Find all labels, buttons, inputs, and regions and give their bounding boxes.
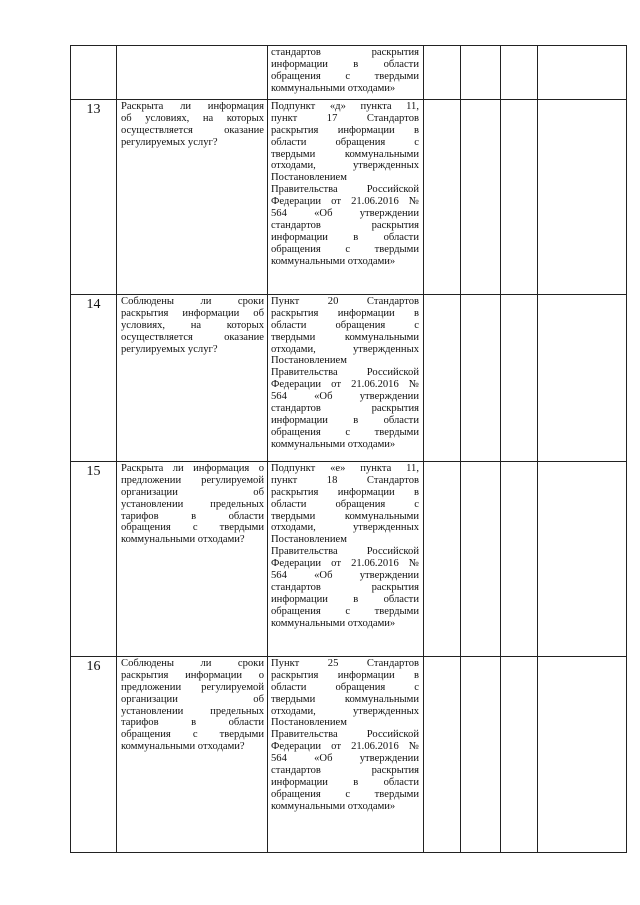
reference-line: стандартов раскрытия [271,219,419,231]
reference-line: раскрытия информации в [271,124,419,136]
question-line: условиях, на которых [121,319,264,331]
reference-line: коммунальными отходами» [271,82,396,94]
reference-line: твердыми коммунальными [271,693,419,705]
reference-line: твердыми коммунальными [271,331,419,343]
reference-line: Пункт 20 Стандартов [271,296,419,307]
reference-line: 564 «Об утверждении [271,208,419,220]
question-line: тарифов в области [121,717,264,729]
table-row [71,46,627,100]
reference-line: твердыми коммунальными [271,510,419,522]
question-line: коммунальными отходами? [121,534,245,546]
question-line: регулируемых услуг? [121,343,218,355]
question-line: предложении регулируемой [121,681,264,693]
reference-line: обращения с твердыми [271,426,419,438]
reference-line: Федерации от 21.06.2016 № [271,558,419,570]
answer-yes-cell [424,462,461,657]
reference-line: информации в области [271,231,419,243]
answer-yes-cell [424,657,461,853]
reference-line: стандартов раскрытия [271,765,419,777]
reference-line: информации в области [271,593,419,605]
question-line: организации об [121,486,264,498]
answer-yes-cell [424,100,461,295]
reference-line: Постановлением [271,534,347,546]
question-line: раскрытия информации об [121,307,264,319]
reference-line: пункт 18 Стандартов [271,474,419,486]
reference-line: 564 «Об утверждении [271,391,419,403]
answer-yes-cell [424,295,461,462]
reference-line: Пункт 25 Стандартов [271,658,419,669]
note-cell [538,295,627,462]
reference-line: обращения с твердыми [271,70,419,82]
table-row [71,462,627,657]
note-cell [538,462,627,657]
table-row [71,657,627,853]
question-line: обращения с твердыми [121,729,264,741]
reference-line: Правительства Российской [271,729,419,741]
question-line: коммунальными отходами? [121,741,245,753]
question-line: Раскрыта ли информация [121,101,264,112]
question-line: об условиях, на которых [121,112,264,124]
row-number-cell [71,100,117,295]
checklist-table [70,45,627,853]
legal-reference-cell [268,462,424,657]
question-cell [117,462,268,657]
question-line: тарифов в области [121,510,264,522]
question-line: организации об [121,693,264,705]
question-line: Раскрыта ли информация о [121,463,264,474]
answer-no-cell [461,462,501,657]
reference-line: отходами, утвержденных [271,705,419,717]
reference-line: 564 «Об утверждении [271,753,419,765]
reference-line: коммунальными отходами» [271,255,396,267]
answer-no-cell [461,295,501,462]
not-applicable-cell [501,462,538,657]
reference-line: твердыми коммунальными [271,148,419,160]
question-line: установлении предельных [121,705,264,717]
row-number: 16 [86,659,101,674]
answer-no-cell [461,100,501,295]
legal-reference-cell [268,295,424,462]
answer-no-cell [461,657,501,853]
reference-line: Подпункт «е» пункта 11, [271,463,419,474]
row-number: 13 [86,102,101,117]
reference-line: Федерации от 21.06.2016 № [271,196,419,208]
reference-line: Правительства Российской [271,367,419,379]
reference-line: Подпункт «д» пункта 11, [271,101,419,112]
reference-line: отходами, утвержденных [271,522,419,534]
note-cell [538,100,627,295]
question-line: обращения с твердыми [121,522,264,534]
legal-reference-cell [268,46,424,100]
reference-line: коммунальными отходами» [271,800,396,812]
reference-line: обращения с твердыми [271,605,419,617]
reference-line: Постановлением [271,172,347,184]
question-cell [117,295,268,462]
row-number: 15 [86,464,101,479]
question-line: предложении регулируемой [121,474,264,486]
reference-line: отходами, утвержденных [271,343,419,355]
not-applicable-cell [501,100,538,295]
reference-line: обращения с твердыми [271,243,419,255]
reference-line: области обращения с [271,681,419,693]
question-line: регулируемых услуг? [121,136,218,148]
reference-line: коммунальными отходами» [271,438,396,450]
question-cell [117,100,268,295]
row-number-cell [71,462,117,657]
reference-line: стандартов раскрытия [271,47,419,58]
reference-line: раскрытия информации в [271,486,419,498]
row-number-cell [71,657,117,853]
reference-line: раскрытия информации в [271,669,419,681]
question-line: Соблюдены ли сроки [121,658,264,669]
reference-line: стандартов раскрытия [271,403,419,415]
reference-line: Правительства Российской [271,184,419,196]
question-line: раскрытия информации о [121,669,264,681]
not-applicable-cell [501,657,538,853]
reference-line: коммунальными отходами» [271,617,396,629]
reference-line: 564 «Об утверждении [271,570,419,582]
legal-reference-cell [268,100,424,295]
legal-reference-cell [268,657,424,853]
question-line: осуществляется оказание [121,331,264,343]
not-applicable-cell [501,46,538,100]
reference-line: обращения с твердыми [271,788,419,800]
reference-line: Постановлением [271,717,347,729]
table-row [71,100,627,295]
reference-line: информации в области [271,776,419,788]
answer-no-cell [461,46,501,100]
reference-line: информации в области [271,414,419,426]
note-cell [538,46,627,100]
row-number-cell [71,46,117,100]
reference-line: Федерации от 21.06.2016 № [271,379,419,391]
reference-line: области обращения с [271,136,419,148]
note-cell [538,657,627,853]
answer-yes-cell [424,46,461,100]
reference-line: пункт 17 Стандартов [271,112,419,124]
reference-line: Правительства Российской [271,546,419,558]
reference-line: информации в области [271,58,419,70]
row-number-cell [71,295,117,462]
reference-line: раскрытия информации в [271,307,419,319]
question-line: установлении предельных [121,498,264,510]
reference-line: Федерации от 21.06.2016 № [271,741,419,753]
question-cell [117,46,268,100]
question-line: Соблюдены ли сроки [121,296,264,307]
reference-line: области обращения с [271,319,419,331]
reference-line: области обращения с [271,498,419,510]
question-cell [117,657,268,853]
reference-line: стандартов раскрытия [271,581,419,593]
reference-line: отходами, утвержденных [271,160,419,172]
not-applicable-cell [501,295,538,462]
reference-line: Постановлением [271,355,347,367]
question-line: осуществляется оказание [121,124,264,136]
table-row [71,295,627,462]
row-number: 14 [86,297,101,312]
